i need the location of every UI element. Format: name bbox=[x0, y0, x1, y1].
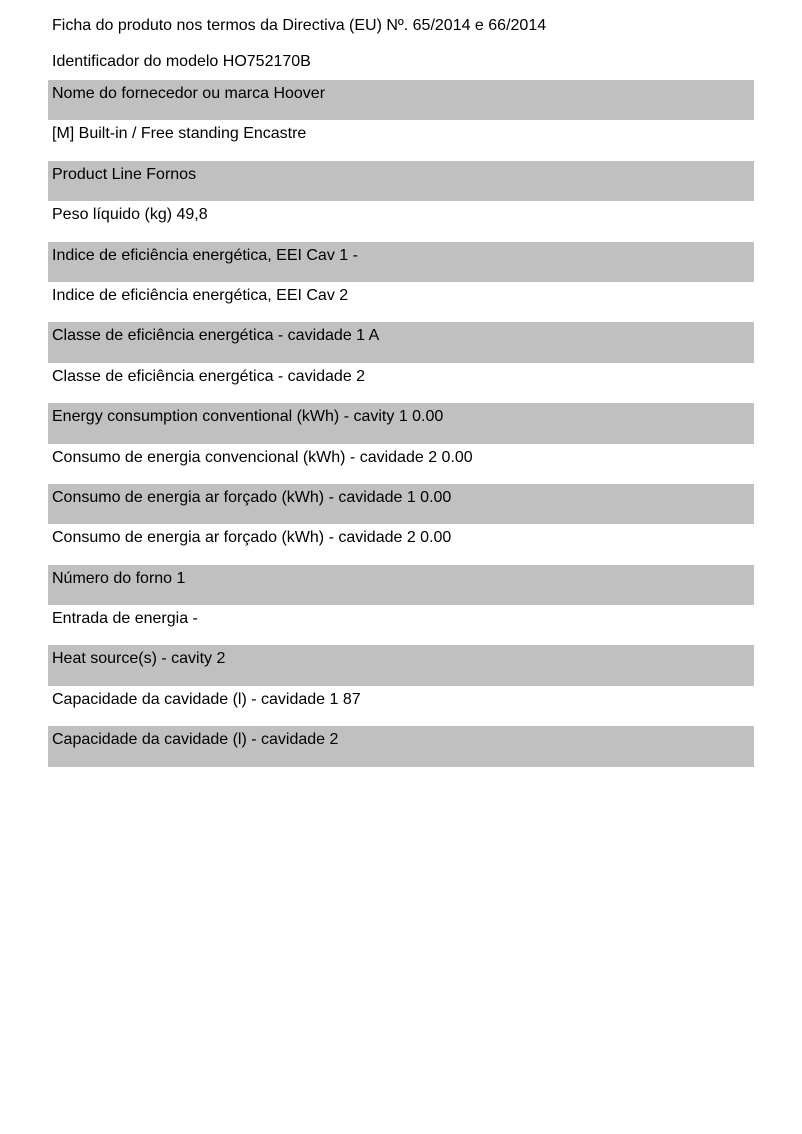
fiche-row: Nome do fornecedor ou marca Hoover bbox=[48, 80, 754, 120]
fiche-row: Entrada de energia - bbox=[48, 605, 754, 645]
document-title: Ficha do produto nos termos da Directiva (EU) Nº. 65/2014 e 66/2014 bbox=[52, 17, 547, 34]
product-fiche bbox=[48, 8, 754, 767]
fiche-row: Capacidade da cavidade (l) - cavidade 2 bbox=[48, 726, 754, 766]
fiche-table bbox=[48, 80, 754, 767]
fiche-row: Indice de eficiência energética, EEI Cav 1 - bbox=[48, 242, 754, 282]
model-identifier: Identificador do modelo HO752170B bbox=[52, 53, 311, 70]
fiche-row: Heat source(s) - cavity 2 bbox=[48, 645, 754, 685]
fiche-row: Número do forno 1 bbox=[48, 565, 754, 605]
fiche-row: Classe de eficiência energética - cavidade 1 A bbox=[48, 322, 754, 362]
fiche-row: Consumo de energia ar forçado (kWh) - cavidade 2 0.00 bbox=[48, 524, 754, 564]
fiche-row: Product Line Fornos bbox=[48, 161, 754, 201]
fiche-row: Classe de eficiência energética - cavidade 2 bbox=[48, 363, 754, 403]
fiche-row: Consumo de energia convencional (kWh) - cavidade 2 0.00 bbox=[48, 444, 754, 484]
fiche-row: [M] Built-in / Free standing Encastre bbox=[48, 120, 754, 160]
fiche-row: Consumo de energia ar forçado (kWh) - cavidade 1 0.00 bbox=[48, 484, 754, 524]
fiche-row: Capacidade da cavidade (l) - cavidade 1 87 bbox=[48, 686, 754, 726]
fiche-row: Indice de eficiência energética, EEI Cav 2 bbox=[48, 282, 754, 322]
fiche-row: Peso líquido (kg) 49,8 bbox=[48, 201, 754, 241]
fiche-row: Energy consumption conventional (kWh) - cavity 1 0.00 bbox=[48, 403, 754, 443]
